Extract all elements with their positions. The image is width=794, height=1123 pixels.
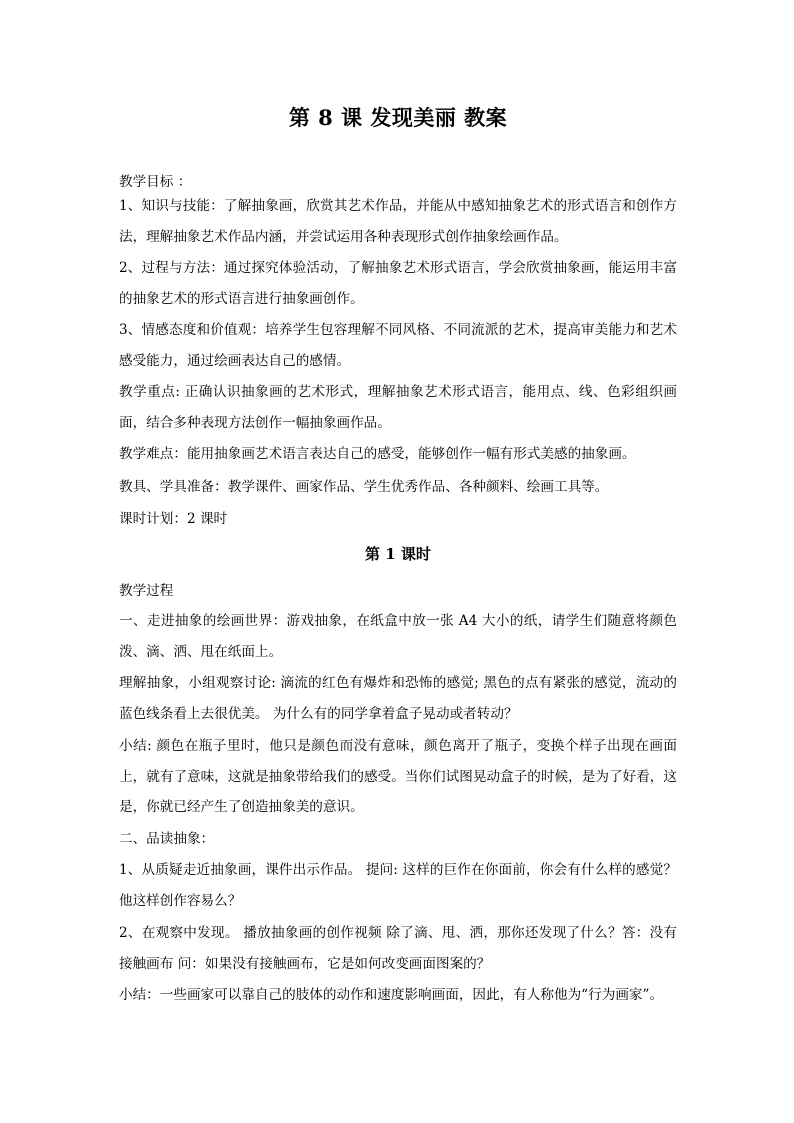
step-2-2-observe: 2、在观察中发现。 播放抽象画的创作视频 除了滴、甩、洒，那你还发现了什么？答：没有接触画布 问：如果没有接触画布，它是如何改变画面图案的？ xyxy=(119,925,677,972)
teaching-materials: 教具、学具准备：教学课件、画家作品、学生优秀作品、各种颜料、绘画工具等。 xyxy=(119,479,609,495)
lesson-schedule: 课时计划：2 课时 xyxy=(119,511,228,527)
step-2-1-question: 1、从质疑走近抽象画，课件出示作品。 提问: 这样的巨作在你面前，你会有什么样的感觉？他这样创作容易么？ xyxy=(119,862,677,909)
document-title: 第 8 课 发现美丽 教案 xyxy=(288,105,508,130)
summary-2: 小结：一些画家可以靠自己的肢体的动作和速度影响画面，因此，有人称他为“行为画家”。 xyxy=(119,987,664,1003)
summary-1: 小结: 颜色在瓶子里时，他只是颜色而没有意味，颜色离开了瓶子，变换个样子出现在画面上，就有了意味，这就是抽象带给我们的感受。当你们试图晃动盒子的时候，是为了好看，这是，你就已经产生了创造抽象美的意识。 xyxy=(119,738,677,815)
process-heading: 教学过程 xyxy=(119,583,174,599)
objective-knowledge-skills: 1、知识与技能：了解抽象画，欣赏其艺术作品，并能从中感知抽象艺术的形式语言和创作方法，理解抽象艺术作品内涵，并尝试运用各种表现形式创作抽象绘画作品。 xyxy=(119,198,677,245)
step-2-appreciate-abstract: 二、品读抽象： xyxy=(119,831,215,847)
step-1-enter-abstract-world: 一、走进抽象的绘画世界：游戏抽象，在纸盒中放一张 A4 大小的纸，请学生们随意将颜色泼、滴、洒、甩在纸面上。 xyxy=(119,613,677,660)
objective-emotions-values: 3、情感态度和价值观：培养学生包容理解不同风格、不同流派的艺术，提高审美能力和艺术感受能力，通过绘画表达自己的感情。 xyxy=(119,322,677,369)
objectives-heading: 教学目标 ： xyxy=(119,174,192,190)
understanding-abstract: 理解抽象，小组观察讨论: 滴流的红色有爆炸和恐怖的感觉; 黑色的点有紧张的感觉，流动的蓝色线条看上去很优美。 为什么有的同学拿着盒子晃动或者转动？ xyxy=(119,675,677,722)
objective-process-methods: 2、过程与方法：通过探究体验活动，了解抽象艺术形式语言，学会欣赏抽象画，能运用丰富的抽象艺术的形式语言进行抽象画创作。 xyxy=(119,260,677,307)
lesson-1-heading: 第 1 课时 xyxy=(365,545,431,563)
teaching-key-points: 教学重点: 正确认识抽象画的艺术形式，理解抽象艺术形式语言，能用点、线、色彩组织画面，结合多种表现方法创作一幅抽象画作品。 xyxy=(119,384,677,431)
teaching-difficult-points: 教学难点：能用抽象画艺术语言表达自己的感受，能够创作一幅有形式美感的抽象画。 xyxy=(119,446,636,462)
